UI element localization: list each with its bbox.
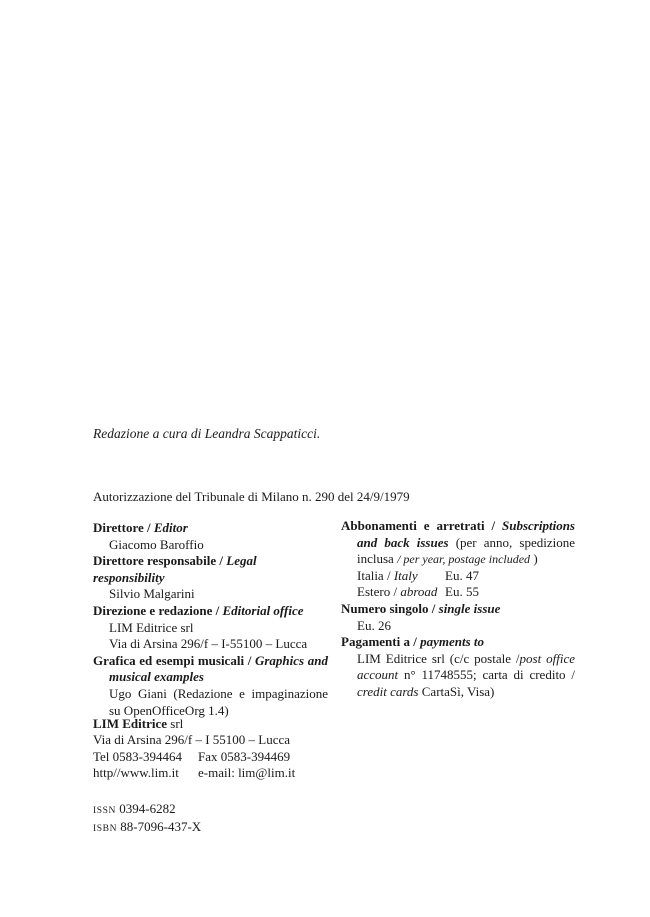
single-issue-price: Eu. 26 [357, 617, 391, 633]
masthead-right-column [341, 518, 575, 701]
court-authorization: Autorizzazione del Tribunale di Milano n. 290 del 24/9/1979 [93, 489, 410, 504]
payments-heading: Pagamenti a / payments to [341, 634, 484, 650]
publisher-address: Via di Arsina 296/f – I 55100 – Lucca [93, 732, 291, 748]
isbn-line: ISBN 88-7096-437-X [93, 819, 202, 835]
legal-responsibility-heading: Direttore responsabile / Legal responsibility [93, 553, 257, 585]
legal-responsibility-name: Silvio Malgarini [109, 586, 195, 602]
editorial-office-heading: Direzione e redazione / Editorial office [93, 602, 304, 618]
graphics-credit: Ugo Giani (Redazione e impaginazione su OpenOfficeOrg 1.4) [109, 685, 328, 718]
graphics-heading: Grafica ed esempi musicali / Graphics and musical examples [93, 652, 328, 685]
price-abroad: Estero / abroad Eu. 55 [357, 584, 479, 600]
masthead-left-column [93, 520, 328, 719]
subscriptions-block: Abbonamenti e arretrati / Subscriptions and back issues (per anno, spedizione inclusa / per year, postage included ) [341, 518, 575, 567]
director-heading: Direttore / Editor [93, 520, 188, 535]
identifier-codes [93, 801, 201, 838]
issn-line: ISSN 0394-6282 [93, 801, 176, 816]
editorial-office-line1: LIM Editrice srl [109, 619, 194, 635]
single-issue-heading: Numero singolo / single issue [341, 600, 501, 616]
director-name: Giacomo Baroffio [109, 536, 204, 552]
editor-credit: Redazione a cura di Leandra Scappaticci. [93, 426, 321, 441]
payments-details: LIM Editrice srl (c/c postale /post office account n° 11748555; carta di credito / credit cards CartaSì, Visa) [357, 650, 576, 699]
price-italy: Italia / Italy Eu. 47 [357, 567, 479, 583]
publisher-contact [93, 716, 333, 781]
publisher-web-email: http//www.lim.it e-mail: lim@lim.it [93, 764, 296, 780]
editorial-office-line2: Via di Arsina 296/f – I-55100 – Lucca [109, 636, 308, 652]
publisher-phone-fax: Tel 0583-394464 Fax 0583-394469 [93, 748, 291, 764]
publisher-name: LIM Editrice srl [93, 716, 184, 731]
